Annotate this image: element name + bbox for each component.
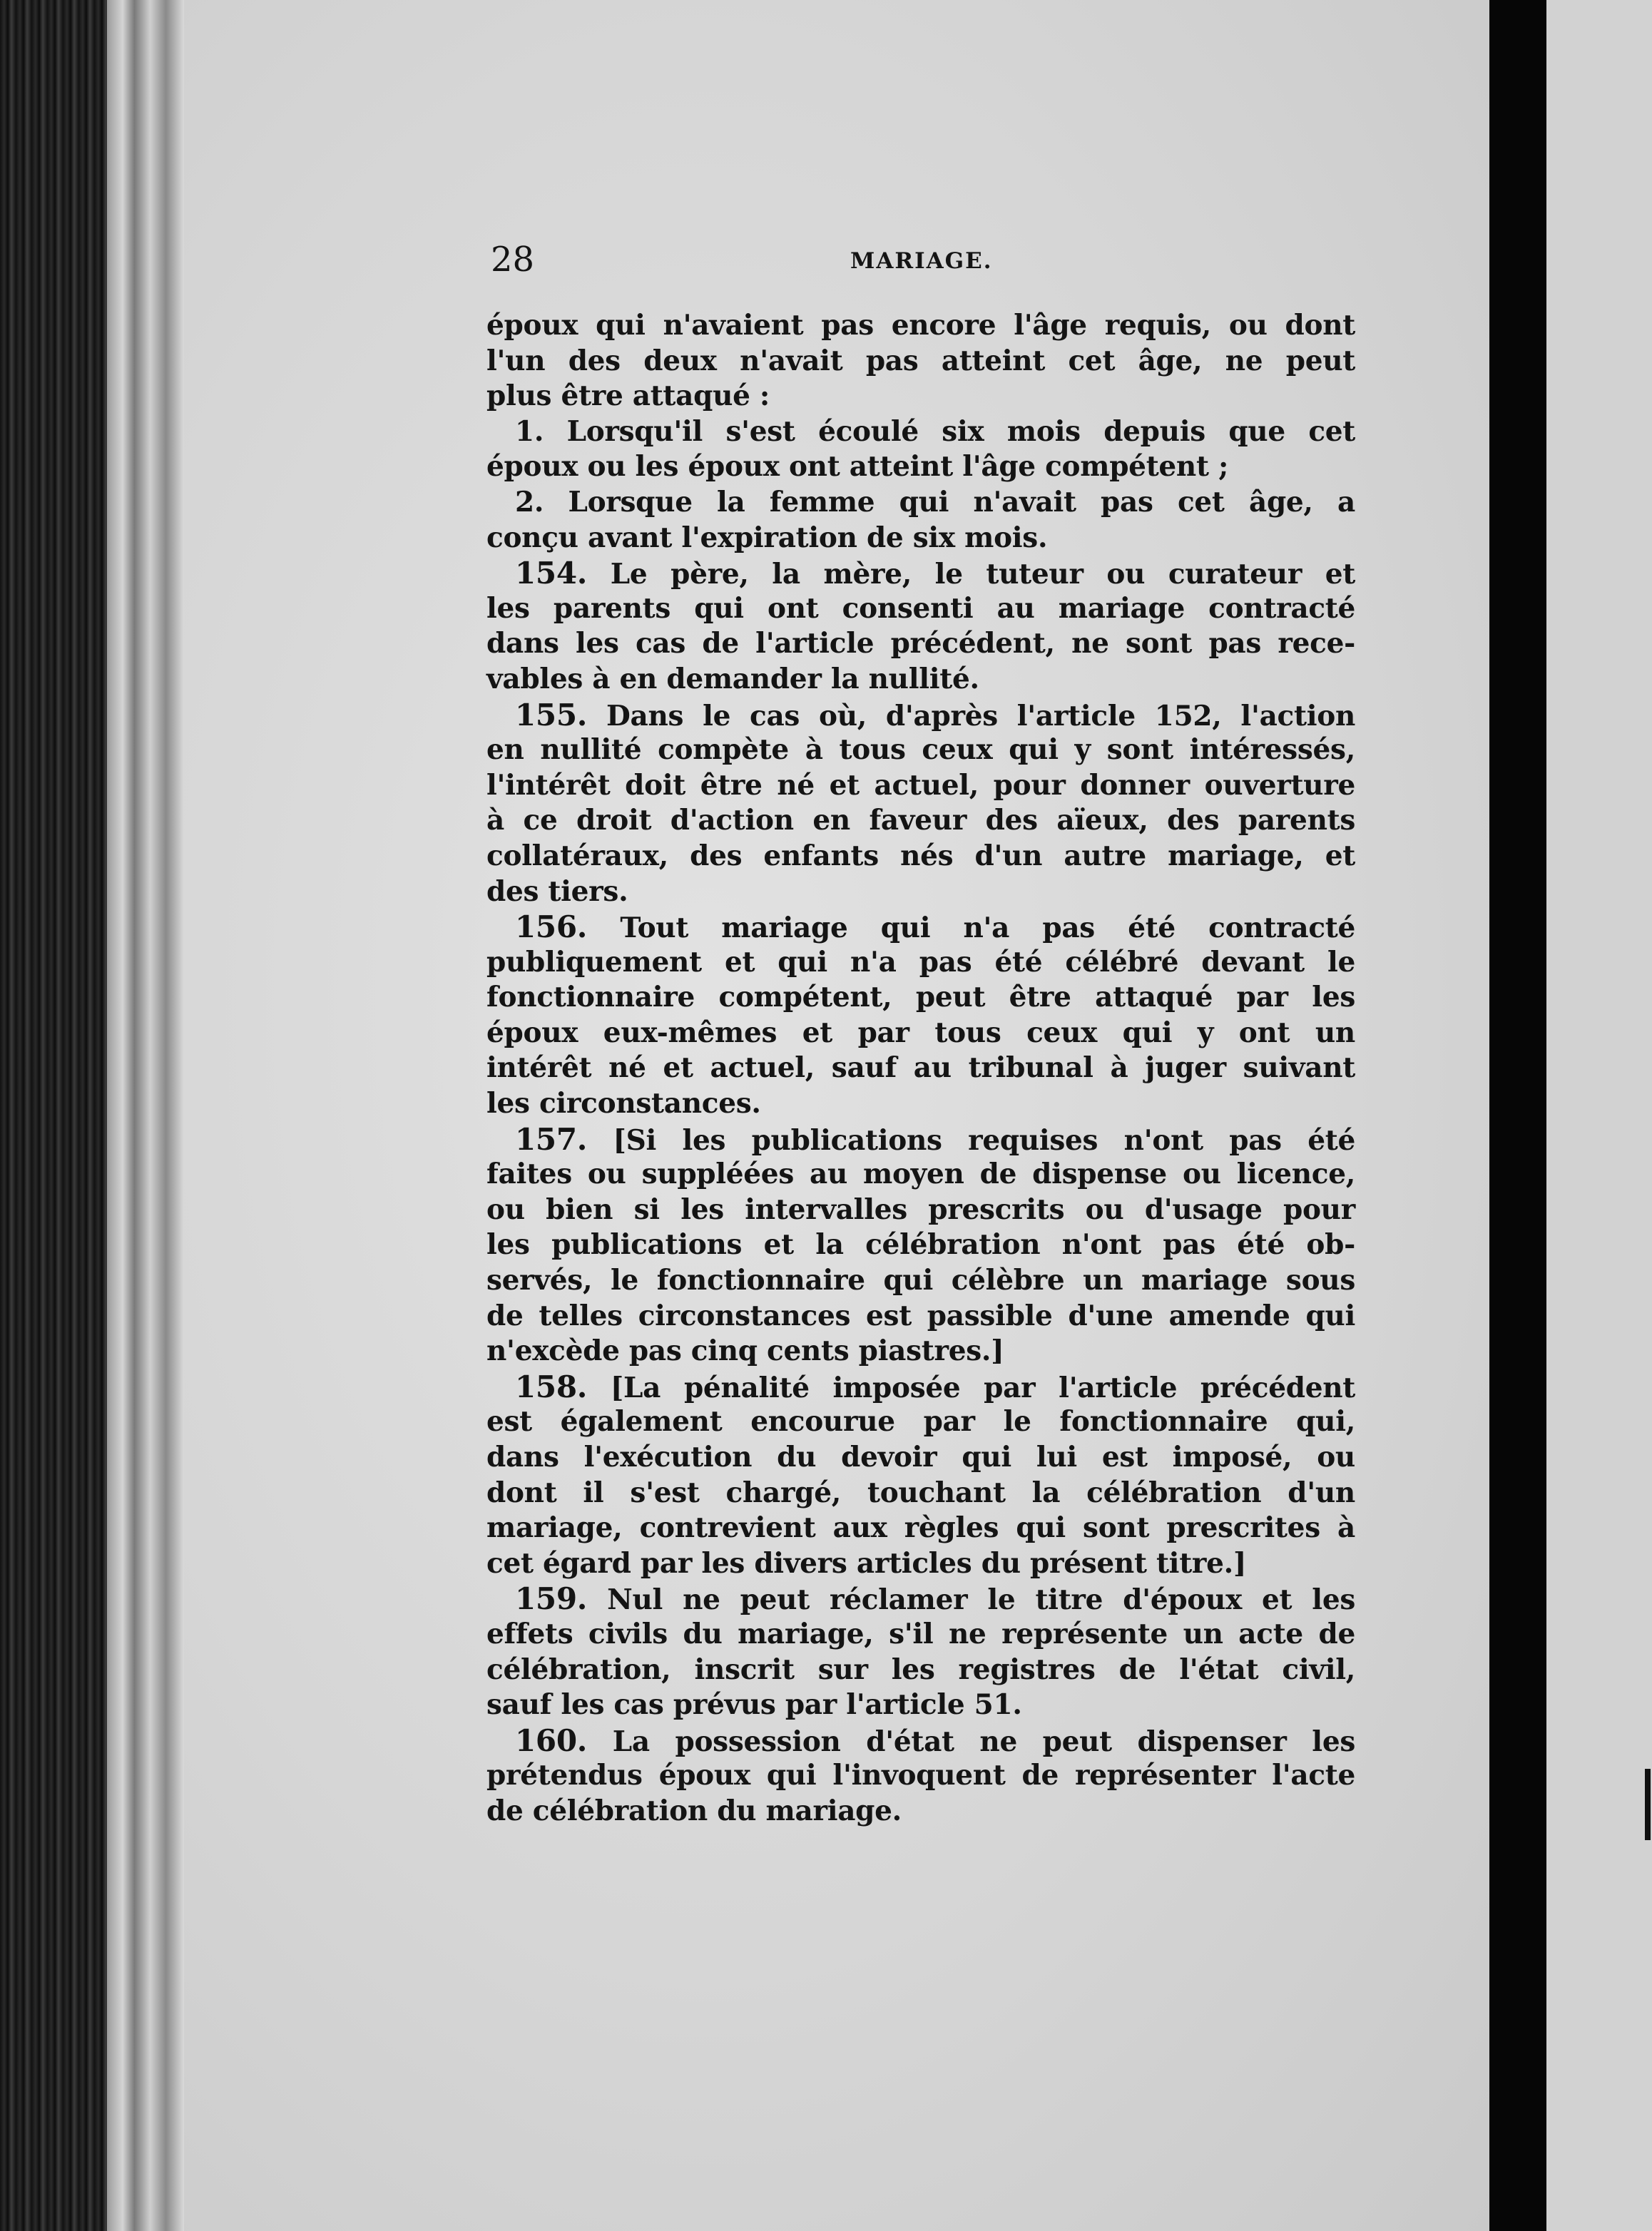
line-text: dans l'exécution du devoir qui lui est imposé, ou [486, 1441, 1355, 1474]
text-line [486, 1546, 1355, 1582]
text-line [486, 1122, 1355, 1158]
line-text: les circonstances. [486, 1087, 761, 1120]
page-header [486, 235, 1355, 292]
text-line [486, 1051, 1355, 1086]
text-line [486, 591, 1355, 627]
line-text: ou bien si les intervalles prescrits ou d'usage pour [486, 1193, 1355, 1226]
text-line [486, 874, 1355, 910]
text-line [486, 698, 1355, 733]
text-line [486, 626, 1355, 662]
text-line [486, 909, 1355, 945]
line-text: effets civils du mariage, s'il ne représente un acte de [486, 1617, 1355, 1650]
line-text: [Si les publications requises n'ont pas été [613, 1123, 1355, 1157]
text-line [486, 1157, 1355, 1193]
line-text: servés, le fonctionnaire qui célèbre un mariage sous [486, 1264, 1355, 1297]
text-line [486, 1263, 1355, 1299]
line-text: est également encourue par le fonctionnaire qui, [486, 1405, 1355, 1439]
text-line [486, 414, 1355, 450]
text-line [486, 1688, 1355, 1723]
text-line [486, 1016, 1355, 1051]
article-number: 160. [515, 1722, 588, 1758]
article-number: 157. [515, 1121, 588, 1157]
line-text: Nul ne peut réclamer le titre d'époux et les [607, 1583, 1355, 1617]
article-number: 154. [515, 556, 588, 591]
line-text: en nullité compète à tous ceux qui y sont intéressés, [486, 733, 1355, 767]
article-number: 156. [515, 909, 588, 945]
body-text [486, 308, 1355, 1829]
line-text: publiquement et qui n'a pas été célébré devant le [486, 945, 1355, 979]
text-line [486, 1511, 1355, 1546]
text-line [486, 1299, 1355, 1334]
text-line [486, 1581, 1355, 1617]
page-stack-edge [107, 0, 185, 2231]
text-line [486, 1440, 1355, 1476]
article-number: 158. [515, 1369, 588, 1404]
line-text: de telles circonstances est passible d'une amende qui [486, 1299, 1355, 1332]
line-text: cet égard par les divers articles du présent titre.] [486, 1546, 1247, 1580]
text-line [486, 839, 1355, 874]
line-text: 2. Lorsque la femme qui n'avait pas cet âge, a [515, 485, 1355, 519]
text-line [486, 1723, 1355, 1759]
text-line [486, 662, 1355, 698]
text-line [486, 1653, 1355, 1688]
gutter-shadow [1489, 0, 1546, 2231]
line-text: La possession d'état ne peut dispenser les [612, 1725, 1355, 1758]
text-block [486, 235, 1355, 1829]
facing-page-edge [1546, 0, 1652, 2231]
line-text: célébration, inscrit sur les registres de l'état civil, [486, 1653, 1355, 1686]
line-text: conçu avant l'expiration de six mois. [486, 521, 1048, 554]
text-line [486, 1758, 1355, 1794]
article-number: 155. [515, 697, 588, 732]
line-text: plus être attaqué : [486, 379, 770, 413]
text-line [486, 521, 1355, 556]
text-line [486, 1617, 1355, 1653]
text-line [486, 768, 1355, 804]
text-line [486, 1227, 1355, 1263]
line-text: prétendus époux qui l'invoquent de représenter l'acte [486, 1759, 1355, 1792]
text-line [486, 1086, 1355, 1122]
text-line [486, 803, 1355, 839]
line-text: des tiers. [486, 874, 628, 908]
facing-page-mark [1645, 1769, 1651, 1812]
line-text: intérêt né et actuel, sauf au tribunal à juger suivant [486, 1051, 1355, 1085]
line-text: dans les cas de l'article précédent, ne sont pas rece- [486, 627, 1355, 660]
line-text: Le père, la mère, le tuteur ou curateur et [610, 558, 1355, 591]
text-line [486, 1404, 1355, 1440]
text-line [486, 379, 1355, 414]
text-line [486, 449, 1355, 485]
line-text: collatéraux, des enfants nés d'un autre mariage, et [486, 839, 1355, 872]
line-text: à ce droit d'action en faveur des aïeux, des parents [486, 804, 1355, 837]
line-text: [La pénalité imposée par l'article précédent [610, 1371, 1356, 1404]
line-text: les publications et la célébration n'ont pas été ob- [486, 1228, 1355, 1262]
line-text: Dans le cas où, d'après l'article 152, l'action [606, 699, 1355, 732]
line-text: l'intérêt doit être né et actuel, pour donner ouverture [486, 768, 1355, 802]
line-text: n'excède pas cinq cents piastres.] [486, 1334, 1004, 1368]
text-line [486, 980, 1355, 1016]
page-number: 28 [491, 240, 535, 280]
line-text: de célébration du mariage. [486, 1794, 902, 1827]
facing-page-mark [1645, 1812, 1651, 1840]
text-line [486, 308, 1355, 344]
line-text: vables à en demander la nullité. [486, 662, 979, 695]
text-line [486, 485, 1355, 521]
line-text: époux ou les époux ont atteint l'âge compétent ; [486, 450, 1229, 484]
line-text: sauf les cas prévus par l'article 51. [486, 1688, 1022, 1722]
line-text: mariage, contrevient aux règles qui sont prescrites à [486, 1511, 1355, 1545]
text-line [486, 945, 1355, 981]
text-line [486, 1476, 1355, 1511]
line-text: fonctionnaire compétent, peut être attaqué par les [486, 981, 1355, 1014]
text-line [486, 556, 1355, 591]
text-line [486, 1369, 1355, 1405]
line-text: faites ou suppléées au moyen de dispense ou licence, [486, 1158, 1355, 1191]
line-text: dont il s'est chargé, touchant la célébration d'un [486, 1476, 1355, 1509]
text-line [486, 1794, 1355, 1829]
article-number: 159. [515, 1581, 588, 1617]
line-text: les parents qui ont consenti au mariage contracté [486, 591, 1355, 625]
text-line [486, 344, 1355, 379]
text-line [486, 1193, 1355, 1228]
line-text: époux qui n'avaient pas encore l'âge requis, ou dont [486, 309, 1355, 342]
running-title: MARIAGE. [850, 248, 993, 274]
line-text: 1. Lorsqu'il s'est écoulé six mois depuis que cet [515, 414, 1355, 448]
line-text: époux eux-mêmes et par tous ceux qui y ont un [486, 1016, 1355, 1049]
text-line [486, 732, 1355, 768]
line-text: l'un des deux n'avait pas atteint cet âge, ne peut [486, 344, 1355, 377]
text-line [486, 1334, 1355, 1369]
line-text: Tout mariage qui n'a pas été contracté [620, 912, 1355, 945]
